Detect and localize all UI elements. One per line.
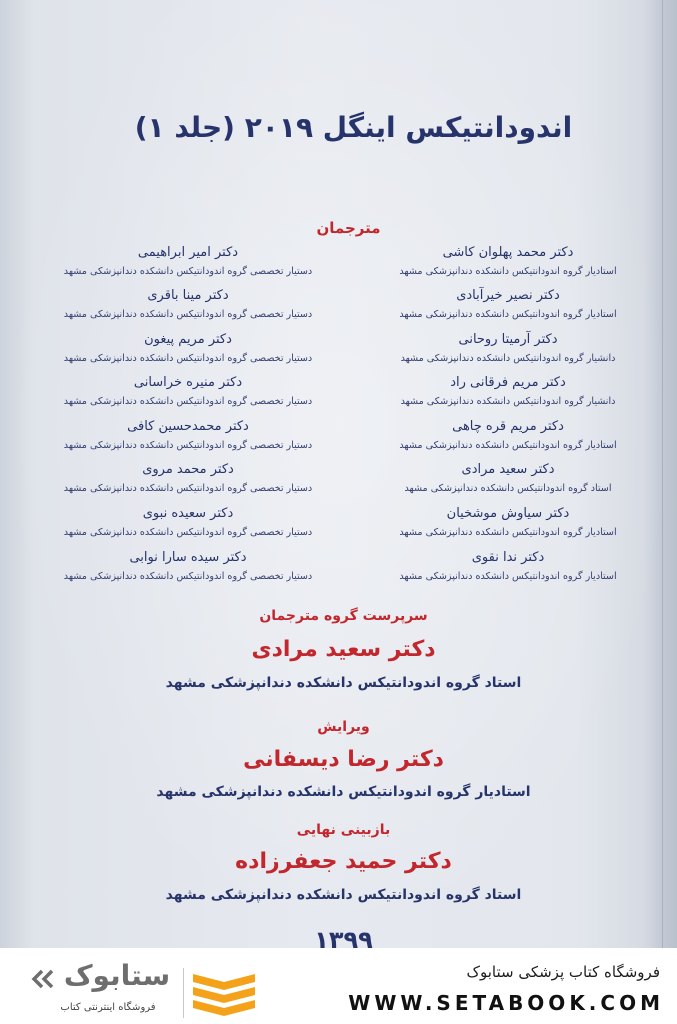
translator-entry: [18, 372, 358, 416]
translator-entry: [18, 242, 358, 286]
translator-name: دکتر سعید مرادی: [461, 462, 555, 478]
translators-column-right: [362, 242, 654, 591]
translator-affiliation: دستیار تخصصی گروه اندودانتیکس دانشکده دندانپزشکی مشهد: [63, 309, 313, 321]
translator-name: دکتر سعیده نبوی: [142, 506, 234, 522]
translator-affiliation: دانشیار گروه اندودانتیکس دانشکده دندانپزشکی مشهد: [400, 352, 616, 364]
translator-affiliation: دستیار تخصصی گروه اندودانتیکس دانشکده دندانپزشکی مشهد: [63, 396, 313, 408]
editor-affiliation: استادیار گروه اندودانتیکس دانشکده دندانپزشکی مشهد: [156, 784, 531, 800]
translator-name: دکتر مریم پیغون: [144, 331, 232, 347]
translator-entry: [362, 242, 654, 286]
translator-name: دکتر سیاوش موشخیان: [446, 506, 570, 522]
store-banner: [0, 948, 677, 1024]
translator-affiliation: استادیار گروه اندودانتیکس دانشکده دندانپزشکی مشهد: [399, 527, 617, 539]
logo-divider: [183, 968, 184, 1018]
store-logo-text: ستابوک: [63, 959, 171, 992]
translator-entry: [362, 416, 654, 460]
translators-column-left: [18, 242, 358, 591]
translator-entry: [362, 547, 654, 591]
translator-name: دکتر محمد پهلوان کاشی: [442, 244, 574, 260]
translator-name: دکتر منیره خراسانی: [133, 375, 243, 391]
translator-name: دکتر امیر ابراهیمی: [137, 244, 239, 260]
store-logo-tagline: فروشگاه اینترنتی کتاب: [60, 1002, 156, 1013]
double-chevron-icon: [30, 968, 56, 990]
editor-name: دکتر رضا دیسفانی: [243, 747, 444, 772]
translator-name: دکتر مریم فرقانی راد: [450, 375, 566, 391]
translator-affiliation: دستیار تخصصی گروه اندودانتیکس دانشکده دندانپزشکی مشهد: [63, 483, 313, 495]
translator-affiliation: استادیار گروه اندودانتیکس دانشکده دندانپزشکی مشهد: [399, 309, 617, 321]
editor-heading: ویرایش: [317, 719, 370, 735]
translator-affiliation: دستیار تخصصی گروه اندودانتیکس دانشکده دندانپزشکی مشهد: [63, 439, 313, 451]
final-review-name: دکتر حمید جعفرزاده: [235, 849, 452, 874]
translator-affiliation: دستیار تخصصی گروه اندودانتیکس دانشکده دندانپزشکی مشهد: [63, 570, 313, 582]
translator-name: دکتر ندا نقوی: [471, 549, 545, 565]
translator-name: دکتر محمدحسین کافی: [127, 418, 249, 434]
translator-entry: [362, 503, 654, 547]
translator-name: دکتر محمد مروی: [142, 462, 234, 478]
translator-entry: [18, 547, 358, 591]
supervisor-heading: سرپرست گروه مترجمان: [259, 608, 428, 624]
translator-affiliation: استادیار گروه اندودانتیکس دانشکده دندانپزشکی مشهد: [399, 570, 617, 582]
translator-name: دکتر سیده سارا نوابی: [129, 549, 247, 565]
translator-affiliation: دانشیار گروه اندودانتیکس دانشکده دندانپزشکی مشهد: [400, 396, 616, 408]
book-stack-icon: [193, 972, 255, 1016]
final-review-affiliation: استاد گروه اندودانتیکس دانشکده دندانپزشکی مشهد: [165, 887, 522, 903]
publication-year: ۱۳۹۹: [314, 926, 373, 948]
translator-affiliation: استادیار گروه اندودانتیکس دانشکده دندانپزشکی مشهد: [399, 265, 617, 277]
translator-name: دکتر نصیر خیرآبادی: [456, 288, 560, 304]
translator-affiliation: دستیار تخصصی گروه اندودانتیکس دانشکده دندانپزشکی مشهد: [63, 265, 313, 277]
store-name: فروشگاه کتاب پزشکی ستابوک: [466, 963, 660, 981]
translator-entry: [362, 329, 654, 373]
translator-affiliation: استاد گروه اندودانتیکس دانشکده دندانپزشکی مشهد: [404, 483, 612, 495]
translator-affiliation: دستیار تخصصی گروه اندودانتیکس دانشکده دندانپزشکی مشهد: [63, 352, 313, 364]
translator-affiliation: استادیار گروه اندودانتیکس دانشکده دندانپزشکی مشهد: [399, 439, 617, 451]
translator-entry: [18, 329, 358, 373]
final-review-heading: بازبینی نهایی: [296, 822, 391, 838]
translator-entry: [362, 459, 654, 503]
translator-entry: [362, 285, 654, 329]
translator-name: دکتر آرمیتا روحانی: [458, 331, 558, 347]
translator-entry: [18, 459, 358, 503]
supervisor-affiliation: استاد گروه اندودانتیکس دانشکده دندانپزشکی مشهد: [165, 675, 522, 691]
translator-entry: [362, 372, 654, 416]
translator-entry: [18, 503, 358, 547]
supervisor-name: دکتر سعید مرادی: [251, 637, 436, 662]
translator-name: دکتر مینا باقری: [147, 288, 229, 304]
translator-affiliation: دستیار تخصصی گروه اندودانتیکس دانشکده دندانپزشکی مشهد: [63, 527, 313, 539]
book-title: اندودانتیکس اینگل ۲۰۱۹ (جلد ۱): [134, 111, 573, 144]
translator-name: دکتر مریم قره چاهی: [452, 418, 564, 434]
translator-entry: [18, 416, 358, 460]
store-url: WWW.SETABOOK.COM: [348, 991, 664, 1015]
translators-heading: مترجمان: [316, 219, 381, 237]
translator-entry: [18, 285, 358, 329]
